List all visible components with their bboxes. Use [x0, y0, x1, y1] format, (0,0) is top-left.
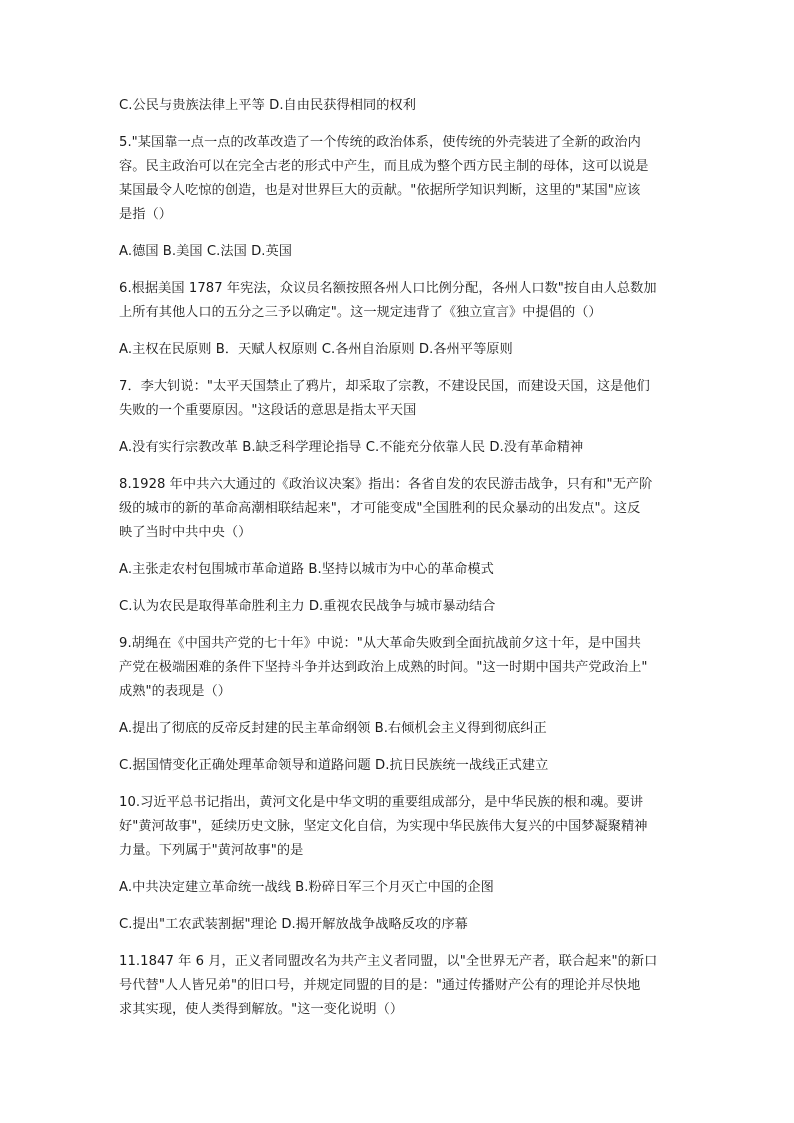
- paragraph-gap: [119, 900, 679, 913]
- text-line: 6.根据美国 1787 年宪法，众议员名额按照各州人口比例分配，各州人口数"按自由人总数加: [119, 281, 657, 296]
- text-line: 10.习近平总书记指出，黄河文化是中华文明的重要组成部分，是中华民族的根和魂。要讲: [119, 795, 644, 810]
- text-line: 求其实现，使人类得到解放。"这一变化说明（）: [119, 1002, 404, 1017]
- text-line: A.德国 B.美国 C.法国 D.英国: [119, 244, 292, 259]
- paragraph-gap: [119, 227, 679, 240]
- text-line: A.中共决定建立革命统一战线 B.粉碎日军三个月灭亡中国的企图: [119, 880, 494, 895]
- text-line: 产党在极端困难的条件下坚持斗争并达到政治上成熟的时间。"这一时期中国共产党政治上": [119, 660, 648, 675]
- text-line: A.提出了彻底的反帝反封建的民主革命纲领 B.右倾机会主义得到彻底纠正: [119, 721, 547, 736]
- text-line: 力量。下列属于"黄河故事"的是: [119, 843, 304, 858]
- text-line: A.没有实行宗教改革 B.缺乏科学理论指导 C.不能充分依靠人民 D.没有革命精神: [119, 440, 584, 455]
- text-line: 5."某国靠一点一点的改革改造了一个传统的政治体系，使传统的外壳装进了全新的政治内: [119, 135, 641, 150]
- text-line: A.主权在民原则 B．天赋人权原则 C.各州自治原则 D.各州平等原则: [119, 342, 513, 357]
- paragraph-gap: [119, 118, 679, 131]
- text-line: 11.1847 年 6 月，正义者同盟改名为共产主义者同盟，以"全世界无产者，联合起来"的新口: [119, 954, 658, 969]
- text-line: 好"黄河故事"，延续历史文脉，坚定文化自信，为实现中华民族伟大复兴的中国梦凝聚精神: [119, 819, 648, 834]
- text-line: 号代替"人人皆兄弟"的旧口号，并规定同盟的目的是："通过传播财产公有的理论并尽快地: [119, 978, 641, 993]
- text-line: 级的城市的新的革命高潮相联结起来"，才可能变成"全国胜利的民众暴动的出发点"。这反: [119, 501, 641, 516]
- paragraph-gap: [119, 778, 679, 791]
- paragraph-gap: [119, 619, 679, 632]
- text-line: C.提出"工农武装割据"理论 D.揭开解放战争战略反攻的序幕: [119, 917, 468, 932]
- text-line: 成熟"的表现是（）: [119, 684, 232, 699]
- paragraph-gap: [119, 423, 679, 436]
- paragraph-gap: [119, 937, 679, 950]
- text-line: 失败的一个重要原因。"这段话的意思是指太平天国: [119, 403, 417, 418]
- paragraph-gap: [119, 545, 679, 558]
- text-line: 8.1928 年中共六大通过的《政治议决案》指出：各省自发的农民游击战争，只有和"无产阶: [119, 477, 653, 492]
- text-line: 上所有其他人口的五分之三予以确定"。这一规定违背了《独立宣言》中提倡的（）: [119, 305, 602, 320]
- text-line: 某国最令人吃惊的创造，也是对世界巨大的贡献。"依据所学知识判断，这里的"某国"应该: [119, 183, 641, 198]
- paragraph-gap: [119, 863, 679, 876]
- paragraph-gap: [119, 704, 679, 717]
- text-line: C.认为农民是取得革命胜利主力 D.重视农民战争与城市暴动结合: [119, 599, 496, 614]
- paragraph-gap: [119, 460, 679, 473]
- text-line: A.主张走农村包围城市革命道路 B.坚持以城市为中心的革命模式: [119, 562, 494, 577]
- text-line: 映了当时中共中央（）: [119, 525, 252, 540]
- paragraph-gap: [119, 362, 679, 375]
- paragraph-gap: [119, 325, 679, 338]
- document-body: [119, 94, 679, 1022]
- text-line: 容。民主政治可以在完全古老的形式中产生，而且成为整个西方民主制的母体，这可以说是: [119, 159, 649, 174]
- text-line: C.公民与贵族法律上平等 D.自由民获得相同的权利: [119, 98, 416, 113]
- text-line: C.据国情变化正确处理革命领导和道路问题 D.抗日民族统一战线正式建立: [119, 758, 549, 773]
- paragraph-gap: [119, 264, 679, 277]
- paragraph-gap: [119, 582, 679, 595]
- text-line: 7．李大钊说："太平天国禁止了鸦片，却采取了宗教，不建设民国，而建设天国，这是他们: [119, 379, 650, 394]
- paragraph-gap: [119, 741, 679, 754]
- text-line: 9.胡绳在《中国共产党的七十年》中说："从大革命失败到全面抗战前夕这十年，是中国共: [119, 636, 641, 651]
- text-line: 是指（）: [119, 207, 172, 222]
